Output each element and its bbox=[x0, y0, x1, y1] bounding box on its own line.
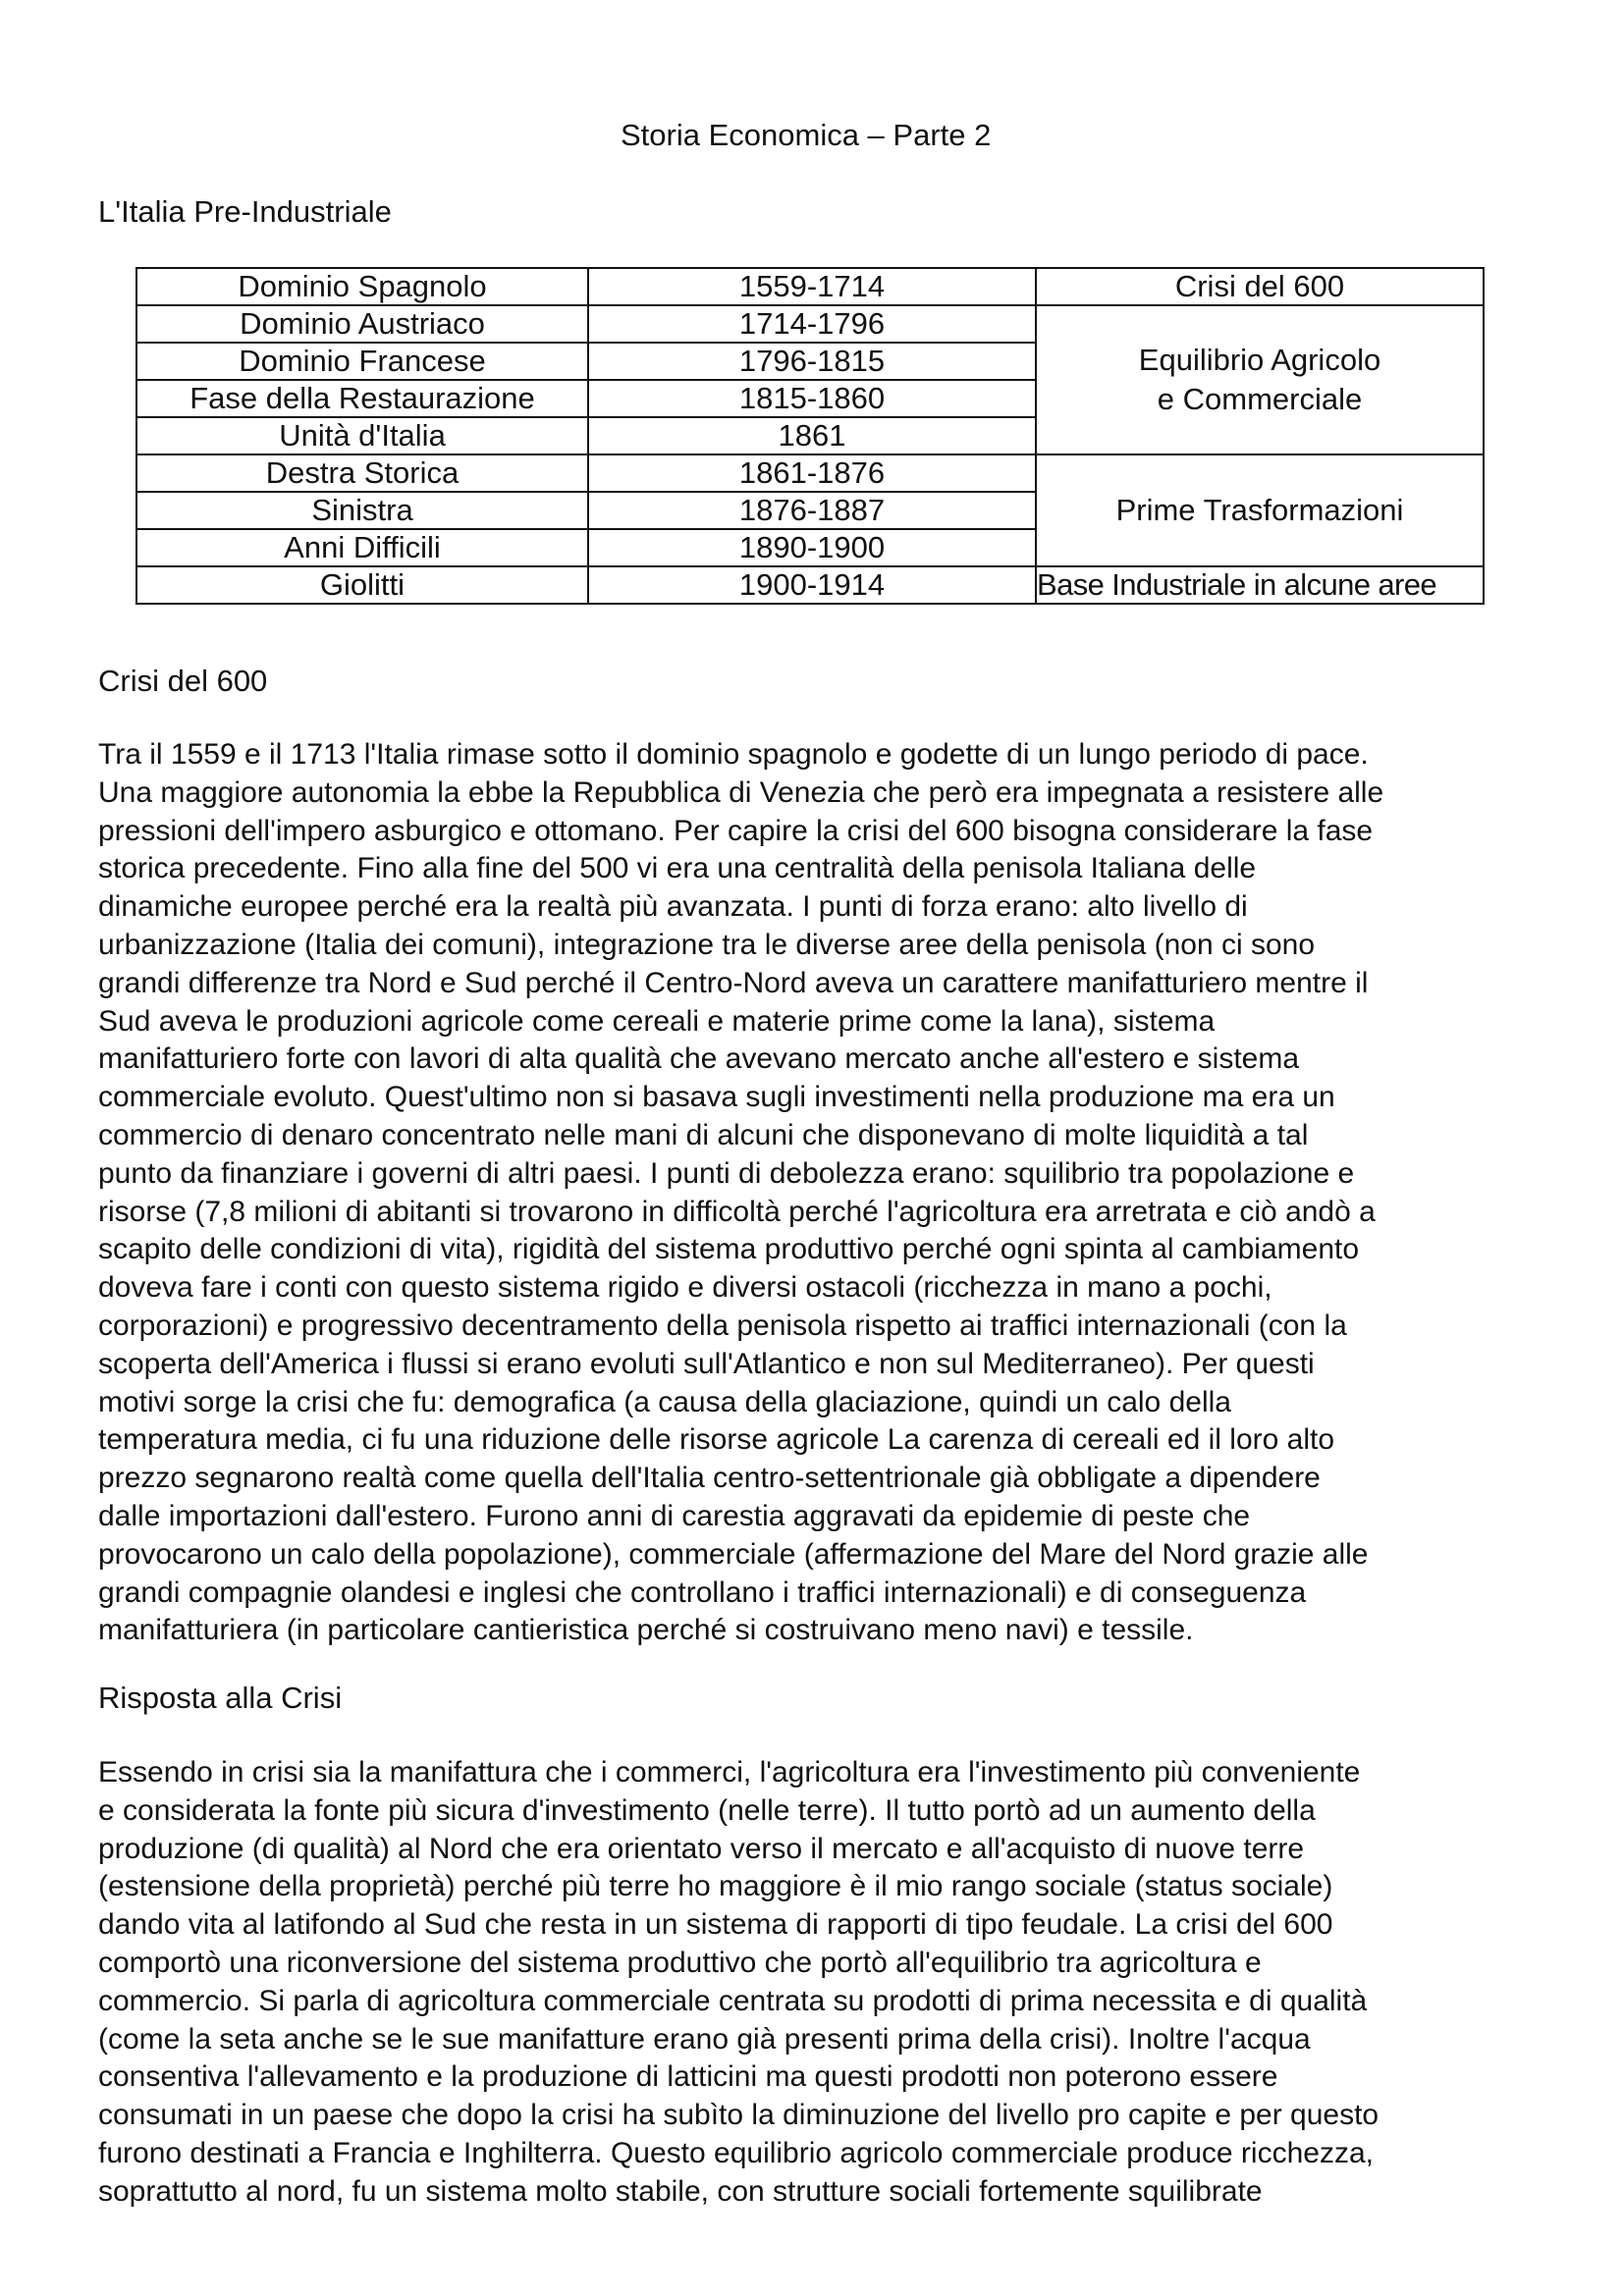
paragraph-risposta-alla-crisi bbox=[98, 1754, 1532, 2212]
phase-line: e Commerciale bbox=[1157, 382, 1363, 416]
text-line: temperatura media, ci fu una riduzione delle risorse agricole La carenza di cereali ed il loro alto bbox=[98, 1423, 1335, 1457]
text-line: manifatturiera (in particolare cantieristica perché si costruivano meno navi) e tessile. bbox=[98, 1614, 1194, 1647]
text-line: commerciale evoluto. Quest'ultimo non si basava sugli investimenti nella produzione ma era un bbox=[98, 1081, 1335, 1114]
table-row bbox=[136, 268, 1484, 305]
years-cell: 1876-1887 bbox=[588, 492, 1036, 529]
text-line: Una maggiore autonomia la ebbe la Repubblica di Venezia che però era impegnata a resistere alle bbox=[98, 775, 1384, 809]
page-title: Storia Economica – Parte 2 bbox=[621, 118, 992, 152]
table-row bbox=[136, 454, 1484, 492]
period-cell: Fase della Restaurazione bbox=[136, 380, 588, 417]
period-cell: Sinistra bbox=[136, 492, 588, 529]
text-line: Essendo in crisi sia la manifattura che i commerci, l'agricoltura era l'investimento più conveniente bbox=[98, 1756, 1361, 1789]
text-line: grandi compagnie olandesi e inglesi che controllano i traffici internazionali) e di conseguenza bbox=[98, 1575, 1307, 1609]
years-cell: 1815-1860 bbox=[588, 380, 1036, 417]
years-cell: 1861-1876 bbox=[588, 454, 1036, 492]
text-line: commercio di denaro concentrato nelle mani di alcuni che disponevano di molte liquidità a tal bbox=[98, 1118, 1309, 1151]
text-line: risorse (7,8 milioni di abitanti si trovarono in difficoltà perché l'agricoltura era arretrata e ciò andò a bbox=[98, 1195, 1376, 1228]
period-cell: Unità d'Italia bbox=[136, 417, 588, 454]
text-line: (estensione della proprietà) perché più terre ho maggiore è il mio rango sociale (status sociale) bbox=[98, 1870, 1333, 1903]
text-line: storica precedente. Fino alla fine del 500 vi era una centralità della penisola Italiana delle bbox=[98, 852, 1257, 885]
phase-cell: Prime Trasformazioni bbox=[1036, 454, 1484, 566]
text-line: motivi sorge la crisi che fu: demografica (a causa della glaciazione, quindi un calo della bbox=[98, 1385, 1231, 1418]
period-cell: Dominio Francese bbox=[136, 343, 588, 380]
years-cell: 1714-1796 bbox=[588, 305, 1036, 343]
years-cell: 1559-1714 bbox=[588, 268, 1036, 305]
table-row bbox=[136, 305, 1484, 343]
text-line: e considerata la fonte più sicura d'investimento (nelle terre). Il tutto portò ad un aumento della bbox=[98, 1793, 1316, 1827]
text-line: prezzo segnarono realtà come quella dell'Italia centro-settentrionale già obbligate a dipendere bbox=[98, 1462, 1321, 1495]
periods-table bbox=[135, 267, 1485, 605]
period-cell: Giolitti bbox=[136, 566, 588, 604]
section-heading-risposta: Risposta alla Crisi bbox=[98, 1681, 343, 1715]
table-row bbox=[136, 566, 1484, 604]
years-cell: 1890-1900 bbox=[588, 529, 1036, 566]
section-heading-pre-industriale: L'Italia Pre-Industriale bbox=[98, 194, 392, 229]
years-cell: 1861 bbox=[588, 417, 1036, 454]
text-line: comportò una riconversione del sistema produttivo che portò all'equilibrio tra agricoltura e bbox=[98, 1946, 1262, 1979]
text-line: grandi differenze tra Nord e Sud perché il Centro-Nord aveva un carattere manifatturiero mentre il bbox=[98, 966, 1369, 999]
text-line: (come la seta anche se le sue manifatture erano già presenti prima della crisi). Inoltre l'acqua bbox=[98, 2022, 1311, 2056]
text-line: consumati in un paese che dopo la crisi ha subìto la diminuzione del livello pro capite e per questo bbox=[98, 2099, 1380, 2132]
text-line: manifatturiero forte con lavori di alta qualità che avevano mercato anche all'estero e sistema bbox=[98, 1042, 1300, 1076]
phase-cell: Base Industriale in alcune aree bbox=[1036, 566, 1484, 604]
years-cell: 1796-1815 bbox=[588, 343, 1036, 380]
period-cell: Dominio Spagnolo bbox=[136, 268, 588, 305]
text-line: soprattutto al nord, fu un sistema molto stabile, con strutture sociali fortemente squilibrate bbox=[98, 2174, 1263, 2208]
text-line: doveva fare i conti con questo sistema rigido e diversi ostacoli (ricchezza in mano a pochi, bbox=[98, 1271, 1272, 1305]
text-line: pressioni dell'impero asburgico e ottomano. Per capire la crisi del 600 bisogna considerare la fase bbox=[98, 814, 1374, 847]
text-line: furono destinati a Francia e Inghilterra. Questo equilibrio agricolo commerciale produce ricchezza, bbox=[98, 2136, 1374, 2169]
text-line: scoperta dell'America i flussi si erano evoluti sull'Atlantico e non sul Mediterraneo). Per questi bbox=[98, 1347, 1315, 1380]
paragraph-crisi-del-600 bbox=[98, 736, 1532, 1650]
text-line: Sud aveva le produzioni agricole come cereali e materie prime come la lana), sistema bbox=[98, 1004, 1216, 1038]
period-cell: Destra Storica bbox=[136, 454, 588, 492]
phase-line: Equilibrio Agricolo bbox=[1138, 343, 1381, 377]
text-line: dando vita al latifondo al Sud che resta in un sistema di rapporti di tipo feudale. La crisi del 600 bbox=[98, 1908, 1333, 1942]
period-cell: Anni Difficili bbox=[136, 529, 588, 566]
text-line: commercio. Si parla di agricoltura commerciale centrata su prodotti di prima necessita e di qualità bbox=[98, 1984, 1368, 2017]
text-line: punto da finanziare i governi di altri paesi. I punti di debolezza erano: squilibrio tra popolazione e bbox=[98, 1156, 1355, 1190]
text-line: scapito delle condizioni di vita), rigidità del sistema produttivo perché ogni spinta al cambiamento bbox=[98, 1233, 1360, 1266]
text-line: dalle importazioni dall'estero. Furono anni di carestia aggravati da epidemie di peste che bbox=[98, 1499, 1251, 1532]
phase-cell: Crisi del 600 bbox=[1036, 268, 1484, 305]
phase-cell bbox=[1036, 305, 1484, 454]
text-line: provocarono un calo della popolazione), commerciale (affermazione del Mare del Nord grazie alle bbox=[98, 1537, 1369, 1571]
text-line: Tra il 1559 e il 1713 l'Italia rimase sotto il dominio spagnolo e godette di un lungo periodo di pace. bbox=[98, 738, 1369, 771]
text-line: urbanizzazione (Italia dei comuni), integrazione tra le diverse aree della penisola (non ci sono bbox=[98, 928, 1316, 961]
text-line: produzione (di qualità) al Nord che era orientato verso il mercato e all'acquisto di nuove terre bbox=[98, 1832, 1305, 1865]
text-line: dinamiche europee perché era la realtà più avanzata. I punti di forza erano: alto livello di bbox=[98, 890, 1248, 924]
section-heading-crisi: Crisi del 600 bbox=[98, 664, 268, 698]
years-cell: 1900-1914 bbox=[588, 566, 1036, 604]
period-cell: Dominio Austriaco bbox=[136, 305, 588, 343]
text-line: consentiva l'allevamento e la produzione di latticini ma questi prodotti non poterono essere bbox=[98, 2060, 1278, 2094]
text-line: corporazioni) e progressivo decentramento della penisola rispetto ai traffici internazionali (con la bbox=[98, 1308, 1347, 1342]
